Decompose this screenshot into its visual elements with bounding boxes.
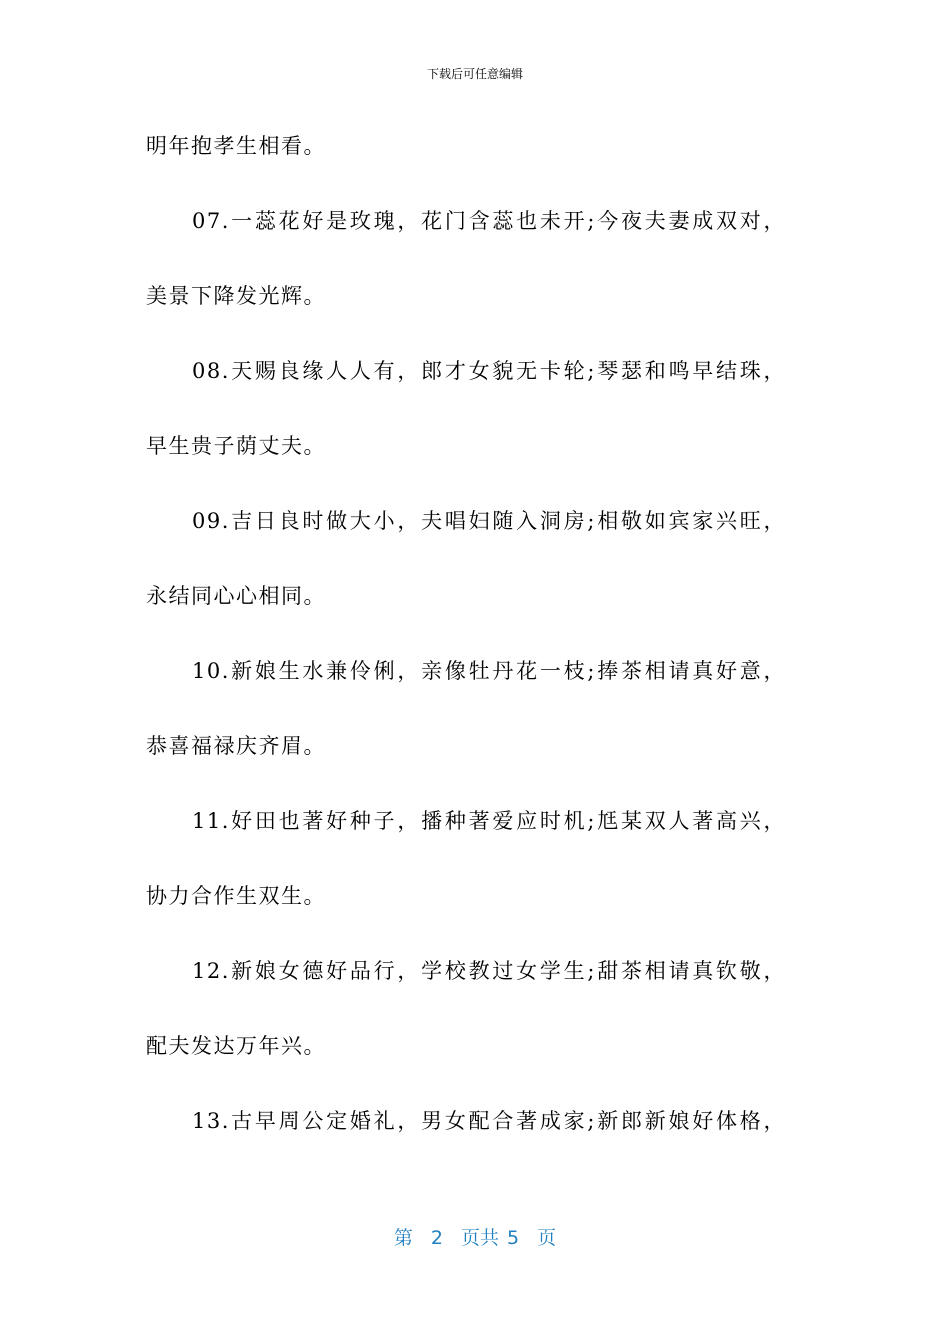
text-line: 07.一蕊花好是玫瑰，花门含蕊也未开;今夜夫妻成双对， xyxy=(192,209,786,233)
text-line: 11.好田也著好种子，播种著爱应时机;尪某双人著高兴， xyxy=(192,809,786,833)
text-line: 美景下降发光辉。 xyxy=(146,284,326,308)
document-body xyxy=(146,128,786,1178)
current-page-number: 2 xyxy=(430,1227,443,1249)
page-header: 下载后可任意编辑 xyxy=(426,67,523,81)
text-line: 早生贵子荫丈夫。 xyxy=(146,434,326,458)
footer-middle: 页共 xyxy=(460,1227,499,1249)
text-line: 13.古早周公定婚礼，男女配合著成家;新郎新娘好体格， xyxy=(192,1109,786,1133)
footer-prefix: 第 xyxy=(393,1227,413,1249)
text-line: 恭喜福禄庆齐眉。 xyxy=(146,734,326,758)
text-line: 08.天赐良缘人人有，郎才女貌无卡轮;琴瑟和鸣早结珠， xyxy=(192,359,786,383)
text-line: 永结同心心相同。 xyxy=(146,584,326,608)
text-line: 10.新娘生水兼伶俐，亲像牡丹花一枝;捧茶相请真好意， xyxy=(192,659,786,683)
text-line: 09.吉日良时做大小，夫唱妇随入洞房;相敬如宾家兴旺， xyxy=(192,509,786,533)
text-line: 配夫发达万年兴。 xyxy=(146,1034,326,1058)
total-page-count: 5 xyxy=(507,1227,520,1249)
text-line: 12.新娘女德好品行，学校教过女学生;甜茶相请真钦敬， xyxy=(192,959,786,983)
text-line: 明年抱孝生相看。 xyxy=(146,134,326,158)
footer-suffix: 页 xyxy=(537,1227,557,1249)
page-footer xyxy=(0,1224,950,1252)
text-line: 协力合作生双生。 xyxy=(146,884,326,908)
